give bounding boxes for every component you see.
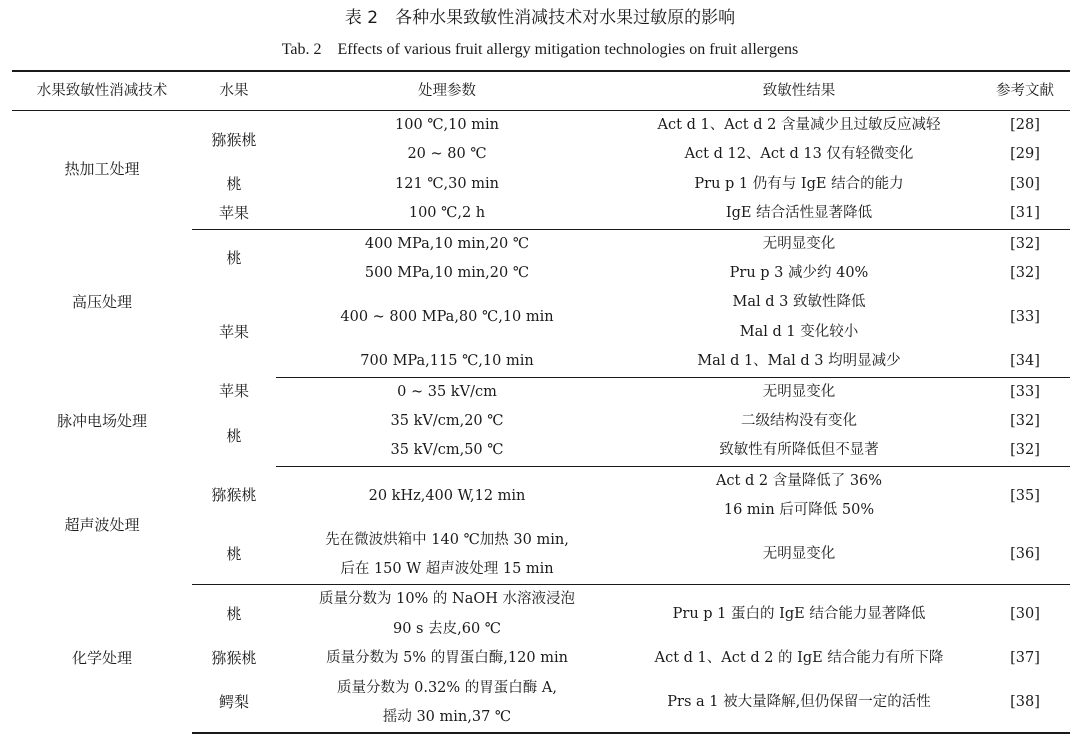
params-cell-line: 100 ℃,2 h	[408, 205, 486, 222]
params-cell-line: 90 s 去皮,60 ℃	[393, 620, 501, 637]
fruit-cell: 桃	[192, 526, 276, 585]
header-fruit: 水果	[192, 71, 276, 111]
result-cell	[618, 436, 980, 466]
result-cell	[618, 229, 980, 259]
result-cell-line: Mal d 1、Mal d 3 均明显减少	[697, 353, 901, 370]
reference-cell: [35]	[1010, 487, 1040, 504]
reference-cell: [32]	[1010, 235, 1040, 252]
params-cell-line: 400 ~ 800 MPa,80 ℃,10 min	[340, 309, 554, 326]
result-cell-line: Mal d 1 变化较小	[739, 323, 859, 340]
params-cell	[276, 288, 618, 347]
result-cell-line: Mal d 3 致敏性降低	[732, 294, 866, 311]
params-cell-line: 质量分数为 5% 的胃蛋白酶,120 min	[326, 650, 568, 667]
params-cell	[276, 585, 618, 644]
result-cell	[618, 199, 980, 229]
params-cell-line: 20 ~ 80 ℃	[407, 146, 487, 163]
params-cell	[276, 377, 618, 407]
params-cell	[276, 466, 618, 525]
fruit-cell: 苹果	[192, 199, 276, 229]
fruit-cell: 猕猴桃	[211, 486, 257, 505]
result-cell-line: Pru p 1 仍有与 IgE 结合的能力	[694, 175, 904, 192]
result-cell-line: 二级结构没有变化	[741, 413, 857, 430]
params-cell-line: 700 MPa,115 ℃,10 min	[360, 353, 534, 370]
result-cell-line: 16 min 后可降低 50%	[723, 502, 875, 519]
result-cell-line: 无明显变化	[762, 546, 836, 563]
header-params: 处理参数	[276, 71, 618, 111]
reference-cell: [30]	[1010, 175, 1040, 192]
reference-cell: [34]	[980, 347, 1070, 377]
result-cell-line: 无明显变化	[762, 383, 836, 400]
result-cell	[618, 674, 980, 734]
result-cell-line: Act d 12、Act d 13 仅有轻微变化	[684, 146, 914, 163]
result-cell-line: 致敏性有所降低但不显著	[719, 442, 879, 459]
params-cell-line: 质量分数为 0.32% 的胃蛋白酶 A,	[337, 679, 557, 696]
technique-cell: 超声波处理	[64, 515, 140, 534]
reference-cell: [33]	[1010, 383, 1040, 400]
fruit-cell: 桃	[226, 174, 242, 193]
header-technique: 水果致敏性消减技术	[12, 71, 192, 111]
fruit-cell: 桃	[226, 426, 242, 445]
fruit-cell: 桃	[226, 249, 242, 268]
fruit-cell: 桃	[226, 605, 242, 624]
params-cell	[276, 259, 618, 288]
params-cell	[276, 170, 618, 199]
header-ref: 参考文献	[980, 71, 1070, 111]
params-cell	[276, 526, 618, 585]
reference-cell: [37]	[1010, 650, 1040, 667]
params-cell	[276, 436, 618, 466]
table-row	[12, 585, 1070, 644]
table-row	[12, 229, 1070, 259]
reference-cell: [33]	[1010, 309, 1040, 326]
result-cell-line: Act d 2 含量降低了 36%	[715, 472, 883, 489]
params-cell	[276, 199, 618, 229]
result-cell-line: Pru p 3 减少约 40%	[729, 265, 869, 282]
params-cell-line: 35 kV/cm,20 ℃	[390, 413, 504, 430]
params-cell-line: 400 MPa,10 min,20 ℃	[364, 235, 530, 252]
result-cell	[618, 466, 980, 525]
result-cell	[618, 407, 980, 436]
table-row	[12, 377, 1070, 407]
table-header-row	[12, 71, 1070, 111]
header-result: 致敏性结果	[618, 71, 980, 111]
result-cell-line: 无明显变化	[762, 235, 836, 252]
technique-cell: 脉冲电场处理	[56, 412, 147, 431]
allergen-table	[12, 70, 1070, 734]
reference-cell: [36]	[980, 526, 1070, 585]
reference-cell: [32]	[1010, 413, 1040, 430]
fruit-cell: 鳄梨	[192, 674, 276, 734]
reference-cell: [38]	[980, 674, 1070, 734]
table-row	[12, 111, 1070, 141]
reference-cell: [30]	[1010, 606, 1040, 623]
params-cell-line: 20 kHz,400 W,12 min	[368, 487, 526, 504]
params-cell-line: 35 kV/cm,50 ℃	[390, 442, 504, 459]
params-cell-line: 后在 150 W 超声波处理 15 min	[340, 561, 554, 578]
technique-cell: 化学处理	[71, 649, 132, 668]
params-cell-line: 100 ℃,10 min	[395, 117, 499, 133]
params-cell	[276, 407, 618, 436]
result-cell	[618, 526, 980, 585]
result-cell	[618, 644, 980, 673]
params-cell	[276, 111, 618, 141]
result-cell-line: Act d 1、Act d 2 含量减少且过敏反应减轻	[657, 117, 941, 133]
reference-cell: [29]	[1010, 146, 1040, 163]
fruit-cell: 苹果	[218, 323, 249, 342]
params-cell	[276, 229, 618, 259]
table-title-zh: 表 2 各种水果致敏性消减技术对水果过敏原的影响	[344, 8, 736, 28]
result-cell	[618, 288, 980, 347]
result-cell	[618, 585, 980, 644]
fruit-cell: 猕猴桃	[211, 130, 257, 149]
params-cell-line: 500 MPa,10 min,20 ℃	[364, 265, 530, 282]
reference-cell: [28]	[1010, 117, 1040, 133]
fruit-cell: 苹果	[218, 382, 249, 401]
reference-cell: [31]	[980, 199, 1070, 229]
table-body	[12, 111, 1070, 734]
params-cell	[276, 674, 618, 734]
result-cell	[618, 111, 980, 141]
result-cell	[618, 259, 980, 288]
result-cell-line: IgE 结合活性显著降低	[725, 205, 873, 222]
result-cell-line: Pru p 1 蛋白的 IgE 结合能力显著降低	[672, 606, 926, 623]
params-cell	[276, 644, 618, 673]
technique-cell: 高压处理	[71, 293, 132, 312]
table-row	[12, 466, 1070, 525]
result-cell-line: Prs a 1 被大量降解,但仍保留一定的活性	[667, 694, 931, 711]
params-cell-line: 质量分数为 10% 的 NaOH 水溶液浸泡	[318, 591, 576, 608]
reference-cell: [32]	[1010, 265, 1040, 282]
params-cell-line: 121 ℃,30 min	[395, 175, 499, 192]
params-cell	[276, 140, 618, 169]
technique-cell: 热加工处理	[64, 160, 140, 179]
params-cell-line: 先在微波烘箱中 140 ℃加热 30 min,	[325, 531, 569, 548]
result-cell	[618, 170, 980, 199]
result-cell	[618, 140, 980, 169]
reference-cell: [32]	[980, 436, 1070, 466]
result-cell-line: Act d 1、Act d 2 的 IgE 结合能力有所下降	[654, 650, 944, 667]
result-cell	[618, 377, 980, 407]
params-cell	[276, 347, 618, 377]
params-cell-line: 摇动 30 min,37 ℃	[382, 708, 512, 725]
fruit-cell: 猕猴桃	[211, 649, 257, 668]
result-cell	[618, 347, 980, 377]
params-cell-line: 0 ~ 35 kV/cm	[397, 383, 497, 400]
table-title-en: Tab. 2 Effects of various fruit allergy mitigation technologies on fruit allergens	[281, 41, 799, 58]
